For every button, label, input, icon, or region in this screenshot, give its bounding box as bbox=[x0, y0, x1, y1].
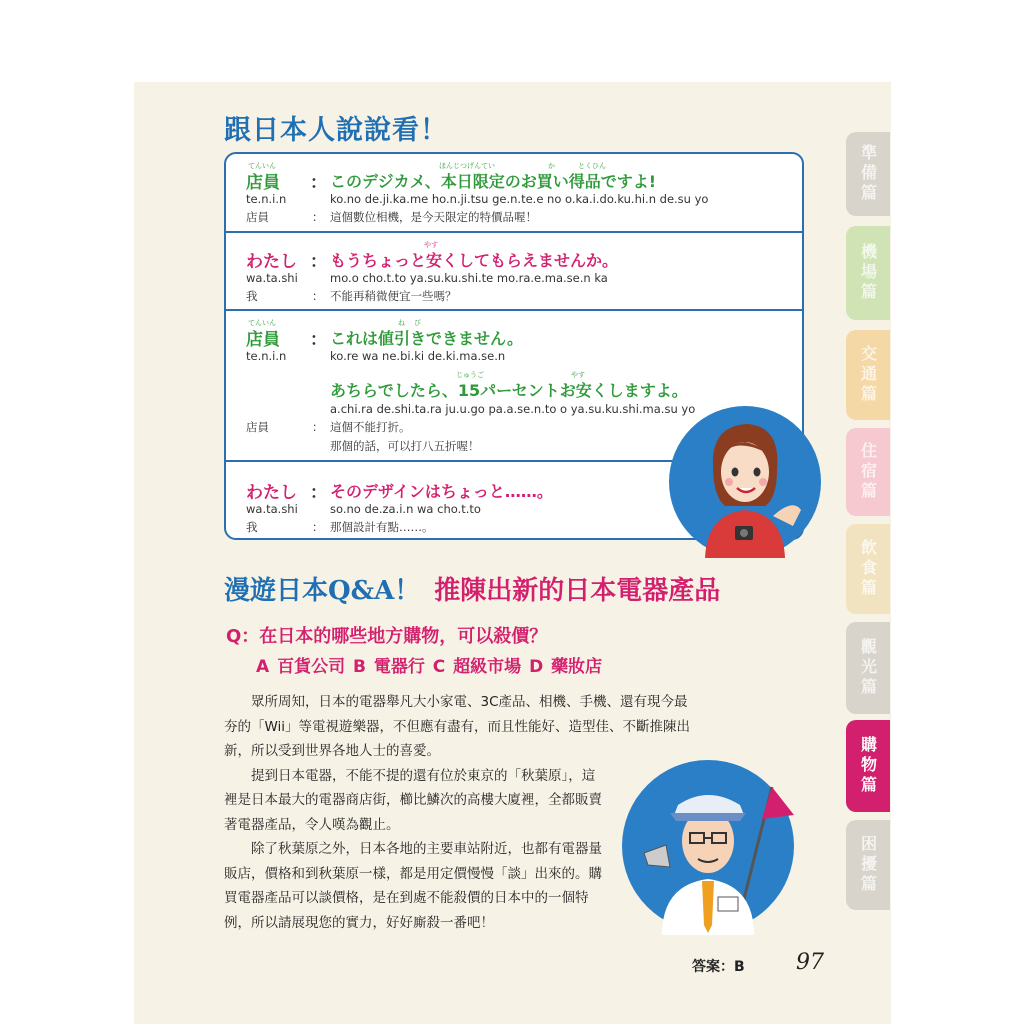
furigana: ほんじつげんてい bbox=[439, 162, 495, 170]
speaker-name: わたし bbox=[246, 483, 297, 503]
japanese-line-2: あちらでしたら、15パーセントお安くしますよ。 bbox=[330, 381, 688, 400]
row-divider bbox=[226, 231, 802, 233]
qa-title-topic: 推陳出新的日本電器產品 bbox=[434, 576, 721, 606]
paragraph: 眾所周知，日本的電器舉凡大小家電、3C產品、相機、手機、還有現今最夯的「Wii」等電視遊樂器，不但應有盡有，而且性能好、造型佳、不斷推陳出新，所以受到世界各地人士的喜愛。 bbox=[224, 694, 691, 759]
row-divider bbox=[226, 309, 802, 311]
page-number: 97 bbox=[796, 950, 824, 975]
tab-lodging[interactable] bbox=[846, 428, 890, 516]
tab-label: 購物篇 bbox=[858, 736, 878, 796]
tab-label: 困擾篇 bbox=[858, 835, 878, 895]
quiz-answer: 答案：B bbox=[692, 959, 745, 975]
tab-label: 飲食篇 bbox=[858, 539, 878, 599]
romaji-line: so.no de.za.i.n wa cho.t.to bbox=[330, 502, 481, 516]
colon: ： bbox=[310, 330, 327, 350]
speaker-name: 店員 bbox=[246, 330, 280, 350]
romaji-line: ko.no de.ji.ka.me ho.n.ji.tsu ge.n.te.e no o.ka.i.do.ku.hi.n de.su yo bbox=[330, 192, 709, 206]
furigana: じゅうご bbox=[456, 371, 484, 379]
speaker-romaji: te.n.i.n bbox=[246, 349, 287, 363]
colon: ： bbox=[312, 210, 324, 224]
colon: ： bbox=[312, 520, 324, 534]
tab-transport[interactable] bbox=[846, 330, 890, 420]
tab-label: 機場篇 bbox=[858, 243, 878, 303]
colon: ： bbox=[310, 252, 327, 272]
chinese-line-2: 那個的話，可以打八五折喔！ bbox=[330, 439, 480, 453]
tab-trouble[interactable] bbox=[846, 820, 890, 910]
japanese-line: もうちょっと安くしてもらえませんか。 bbox=[330, 251, 619, 270]
colon: ： bbox=[310, 483, 327, 503]
quiz-question: Q：在日本的哪些地方購物，可以殺價？ bbox=[226, 626, 548, 647]
colon: ： bbox=[312, 289, 324, 303]
chinese-line: 不能再稍微便宜一些嗎？ bbox=[330, 289, 457, 303]
qa-title-label: 漫遊日本Q&A！ bbox=[224, 576, 421, 606]
furigana: ね bbox=[398, 319, 405, 327]
tab-label: 準備篇 bbox=[858, 144, 878, 204]
tab-sightseeing[interactable] bbox=[846, 622, 890, 714]
quiz-options: A 百貨公司 B 電器行 C 超級市場 D 藥妝店 bbox=[256, 657, 603, 677]
speaker-chinese: 店員 bbox=[246, 210, 269, 224]
romaji-line: ko.re wa ne.bi.ki de.ki.ma.se.n bbox=[330, 349, 506, 363]
speaker-romaji: wa.ta.shi bbox=[246, 502, 298, 516]
speaker-romaji: wa.ta.shi bbox=[246, 271, 298, 285]
tab-label: 交通篇 bbox=[858, 345, 878, 405]
shop-clerk-illustration bbox=[665, 406, 825, 558]
tab-label: 觀光篇 bbox=[858, 638, 878, 698]
japanese-line: そのデザインはちょっと……。 bbox=[330, 482, 553, 501]
chinese-line: 這個數位相機，是今天限定的特價品喔！ bbox=[330, 210, 537, 224]
furigana: び bbox=[414, 319, 421, 327]
japanese-line: このデジカメ、本日限定のお買い得品ですよ! bbox=[330, 172, 657, 191]
furigana: とくひん bbox=[578, 162, 606, 170]
colon: ： bbox=[310, 173, 327, 193]
qa-section-title bbox=[224, 570, 720, 607]
romaji-line-2: a.chi.ra de.shi.ta.ra ju.u.go pa.a.se.n.to o ya.su.ku.shi.ma.su yo bbox=[330, 402, 696, 416]
colon: ： bbox=[312, 420, 324, 434]
furigana: やす bbox=[424, 241, 438, 249]
tab-label: 住宿篇 bbox=[858, 442, 878, 502]
speaker-furigana: てんいん bbox=[248, 319, 276, 327]
romaji-line: mo.o cho.t.to ya.su.ku.shi.te mo.ra.e.ma.se.n ka bbox=[330, 271, 608, 285]
furigana: か bbox=[548, 162, 555, 170]
paragraph: 提到日本電器，不能不提的還有位於東京的「秋葉原」，這裡是日本最大的電器商店街，櫛比鱗次的高樓大廈裡，全都販賣著電器產品，令人嘆為觀止。 bbox=[224, 767, 602, 833]
guide-illustration bbox=[622, 757, 794, 935]
chinese-line: 這個不能打折。 bbox=[330, 420, 411, 434]
tab-airport[interactable] bbox=[846, 226, 890, 320]
japanese-line: これは値引きできません。 bbox=[330, 329, 523, 348]
speaker-chinese: 我 bbox=[246, 289, 258, 303]
furigana: やす bbox=[571, 371, 585, 379]
tab-dining[interactable] bbox=[846, 524, 890, 614]
speaker-romaji: te.n.i.n bbox=[246, 192, 287, 206]
speaker-name: わたし bbox=[246, 252, 297, 272]
tab-preparation[interactable] bbox=[846, 132, 890, 216]
paragraph: 除了秋葉原之外，日本各地的主要車站附近，也都有電器量販店，價格和到秋葉原一樣，都是用定價慢慢「談」出來的。購買電器產品可以談價格，是在到處不能殺價的日本中的一個特例，所以請展現您的實力，好好廝殺一番吧！ bbox=[224, 841, 602, 931]
chinese-line: 那個設計有點……。 bbox=[330, 520, 434, 534]
speaker-chinese: 我 bbox=[246, 520, 258, 534]
speaker-chinese: 店員 bbox=[246, 420, 269, 434]
speaker-furigana: てんいん bbox=[248, 162, 276, 170]
dialog-section-title: 跟日本人說說看！ bbox=[224, 115, 448, 146]
speaker-name: 店員 bbox=[246, 173, 280, 193]
tab-shopping[interactable] bbox=[846, 720, 890, 812]
